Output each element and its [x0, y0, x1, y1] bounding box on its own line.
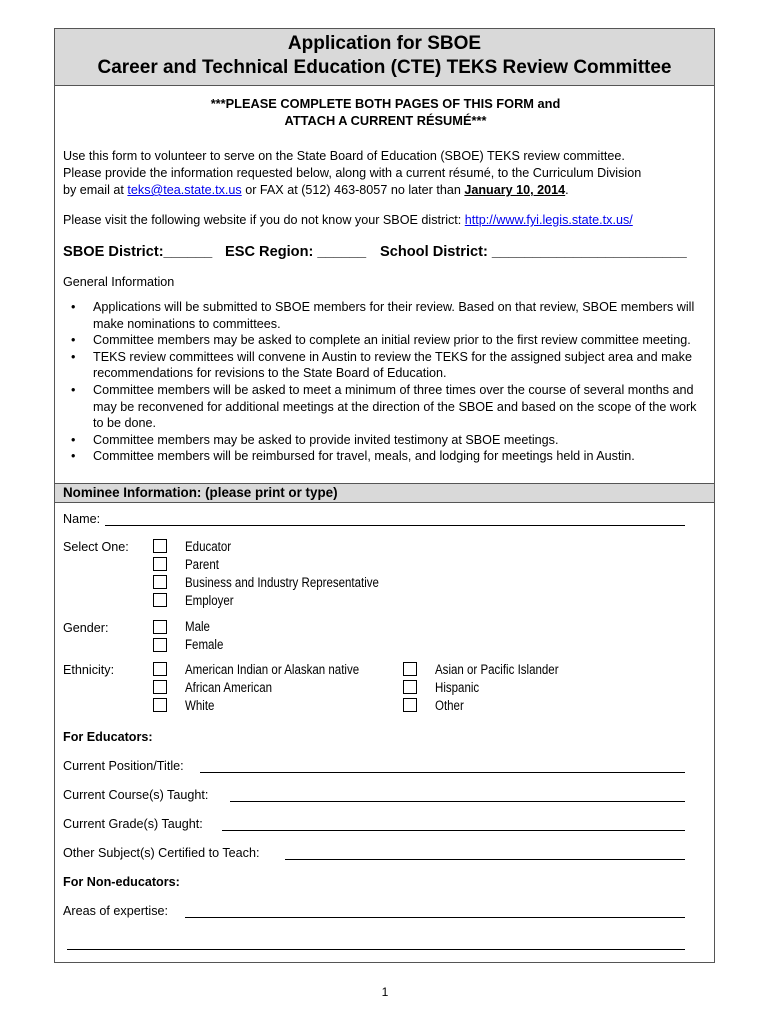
other-ethnicity-option-label: Other [435, 698, 464, 713]
intro-line-2: Please provide the information requested below, along with a current résumé, to the Curriculum Division [63, 166, 642, 180]
notice-line-1: ***PLEASE COMPLETE BOTH PAGES OF THIS FORM and [210, 96, 561, 111]
deadline-date: January 10, 2014 [464, 183, 566, 197]
non-educators-heading: For Non-educators: [63, 875, 180, 889]
website-line [63, 212, 633, 229]
educators-heading: For Educators: [63, 730, 153, 744]
intro-line-3-pre: by email at [63, 183, 128, 197]
parent-checkbox[interactable] [153, 557, 167, 571]
hispanic-checkbox[interactable] [403, 680, 417, 694]
business-rep-option-label: Business and Industry Representative [185, 575, 379, 590]
american-indian-checkbox[interactable] [153, 662, 167, 676]
gender-label: Gender: [63, 621, 109, 635]
general-info-item: • Committee members may be asked to complete an initial review prior to the first review committee meeting. [93, 332, 708, 349]
form-title-line-1: Application for SBOE [287, 33, 482, 54]
form-title-bar [55, 29, 714, 86]
nominee-section-header [55, 483, 714, 503]
ethnicity-label: Ethnicity: [63, 663, 115, 677]
subjects-label: Other Subject(s) Certified to Teach: [63, 846, 260, 860]
asian-pacific-option-label: Asian or Pacific Islander [435, 662, 559, 677]
subjects-input-line[interactable] [285, 859, 685, 860]
application-form [54, 28, 715, 963]
employer-option-label: Employer [185, 593, 234, 608]
form-title-line-2: Career and Technical Education (CTE) TEKS Review Committee [97, 57, 672, 78]
african-american-checkbox[interactable] [153, 680, 167, 694]
business-rep-checkbox[interactable] [153, 575, 167, 589]
intro-line-3 [63, 182, 569, 199]
hispanic-option-label: Hispanic [435, 680, 480, 695]
general-info-item: • Committee members may be asked to provide invited testimony at SBOE meetings. [93, 432, 708, 449]
other-ethnicity-checkbox[interactable] [403, 698, 417, 712]
notice-line-2: ATTACH A CURRENT RÉSUMÉ*** [284, 113, 487, 128]
general-info-list [63, 299, 708, 465]
general-info-heading: General Information [63, 275, 175, 289]
male-checkbox[interactable] [153, 620, 167, 634]
page-number: 1 [381, 985, 389, 999]
select-one-label: Select One: [63, 540, 129, 554]
general-info-item: • TEKS review committees will convene in Austin to review the TEKS for the assigned subject area and make recommendations for revisions to the State Board of Education. [93, 349, 708, 382]
courses-input-line[interactable] [230, 801, 685, 802]
american-indian-option-label: American Indian or Alaskan native [185, 662, 360, 677]
general-info-item: • Committee members will be reimbursed for travel, meals, and lodging for meetings held in Austin. [93, 448, 708, 465]
website-text: Please visit the following website if you do not know your SBOE district: [63, 213, 465, 227]
expertise-input-line[interactable] [185, 917, 685, 918]
intro-line-1: Use this form to volunteer to serve on the State Board of Education (SBOE) TEKS review committee. [63, 149, 625, 163]
position-label: Current Position/Title: [63, 759, 184, 773]
grades-label: Current Grade(s) Taught: [63, 817, 203, 831]
general-info-item: • Committee members will be asked to meet a minimum of three times over the course of several months and may be reconvened for additional meetings at the direction of the SBOE and based on the scope of the work to be done. [93, 382, 708, 432]
employer-checkbox[interactable] [153, 593, 167, 607]
position-input-line[interactable] [200, 772, 685, 773]
male-option-label: Male [185, 619, 210, 634]
educator-checkbox[interactable] [153, 539, 167, 553]
school-district-field[interactable]: School District: ________________________ [380, 244, 687, 260]
intro-line-3-post: . [565, 183, 569, 197]
white-checkbox[interactable] [153, 698, 167, 712]
name-input-line[interactable] [105, 525, 685, 526]
female-option-label: Female [185, 637, 224, 652]
expertise-label: Areas of expertise: [63, 904, 168, 918]
african-american-option-label: African American [185, 680, 273, 695]
name-label: Name: [63, 512, 101, 526]
sboe-district-field[interactable]: SBOE District:______ [63, 244, 213, 260]
esc-region-field[interactable]: ESC Region: ______ [225, 244, 367, 260]
courses-label: Current Course(s) Taught: [63, 788, 209, 802]
nominee-heading: Nominee Information: (please print or type) [63, 485, 338, 500]
intro-line-3-mid: or FAX at (512) 463-8057 no later than [241, 183, 465, 197]
general-info-item: • Applications will be submitted to SBOE members for their review. Based on that review, SBOE members will make nominations to committees. [93, 299, 708, 332]
website-link[interactable]: http://www.fyi.legis.state.tx.us/ [464, 213, 633, 227]
email-link[interactable]: teks@tea.state.tx.us [127, 183, 242, 197]
grades-input-line[interactable] [222, 830, 685, 831]
expertise-input-line-2[interactable] [67, 949, 685, 950]
asian-pacific-checkbox[interactable] [403, 662, 417, 676]
female-checkbox[interactable] [153, 638, 167, 652]
educator-option-label: Educator [185, 539, 232, 554]
white-option-label: White [185, 698, 215, 713]
parent-option-label: Parent [185, 557, 219, 572]
